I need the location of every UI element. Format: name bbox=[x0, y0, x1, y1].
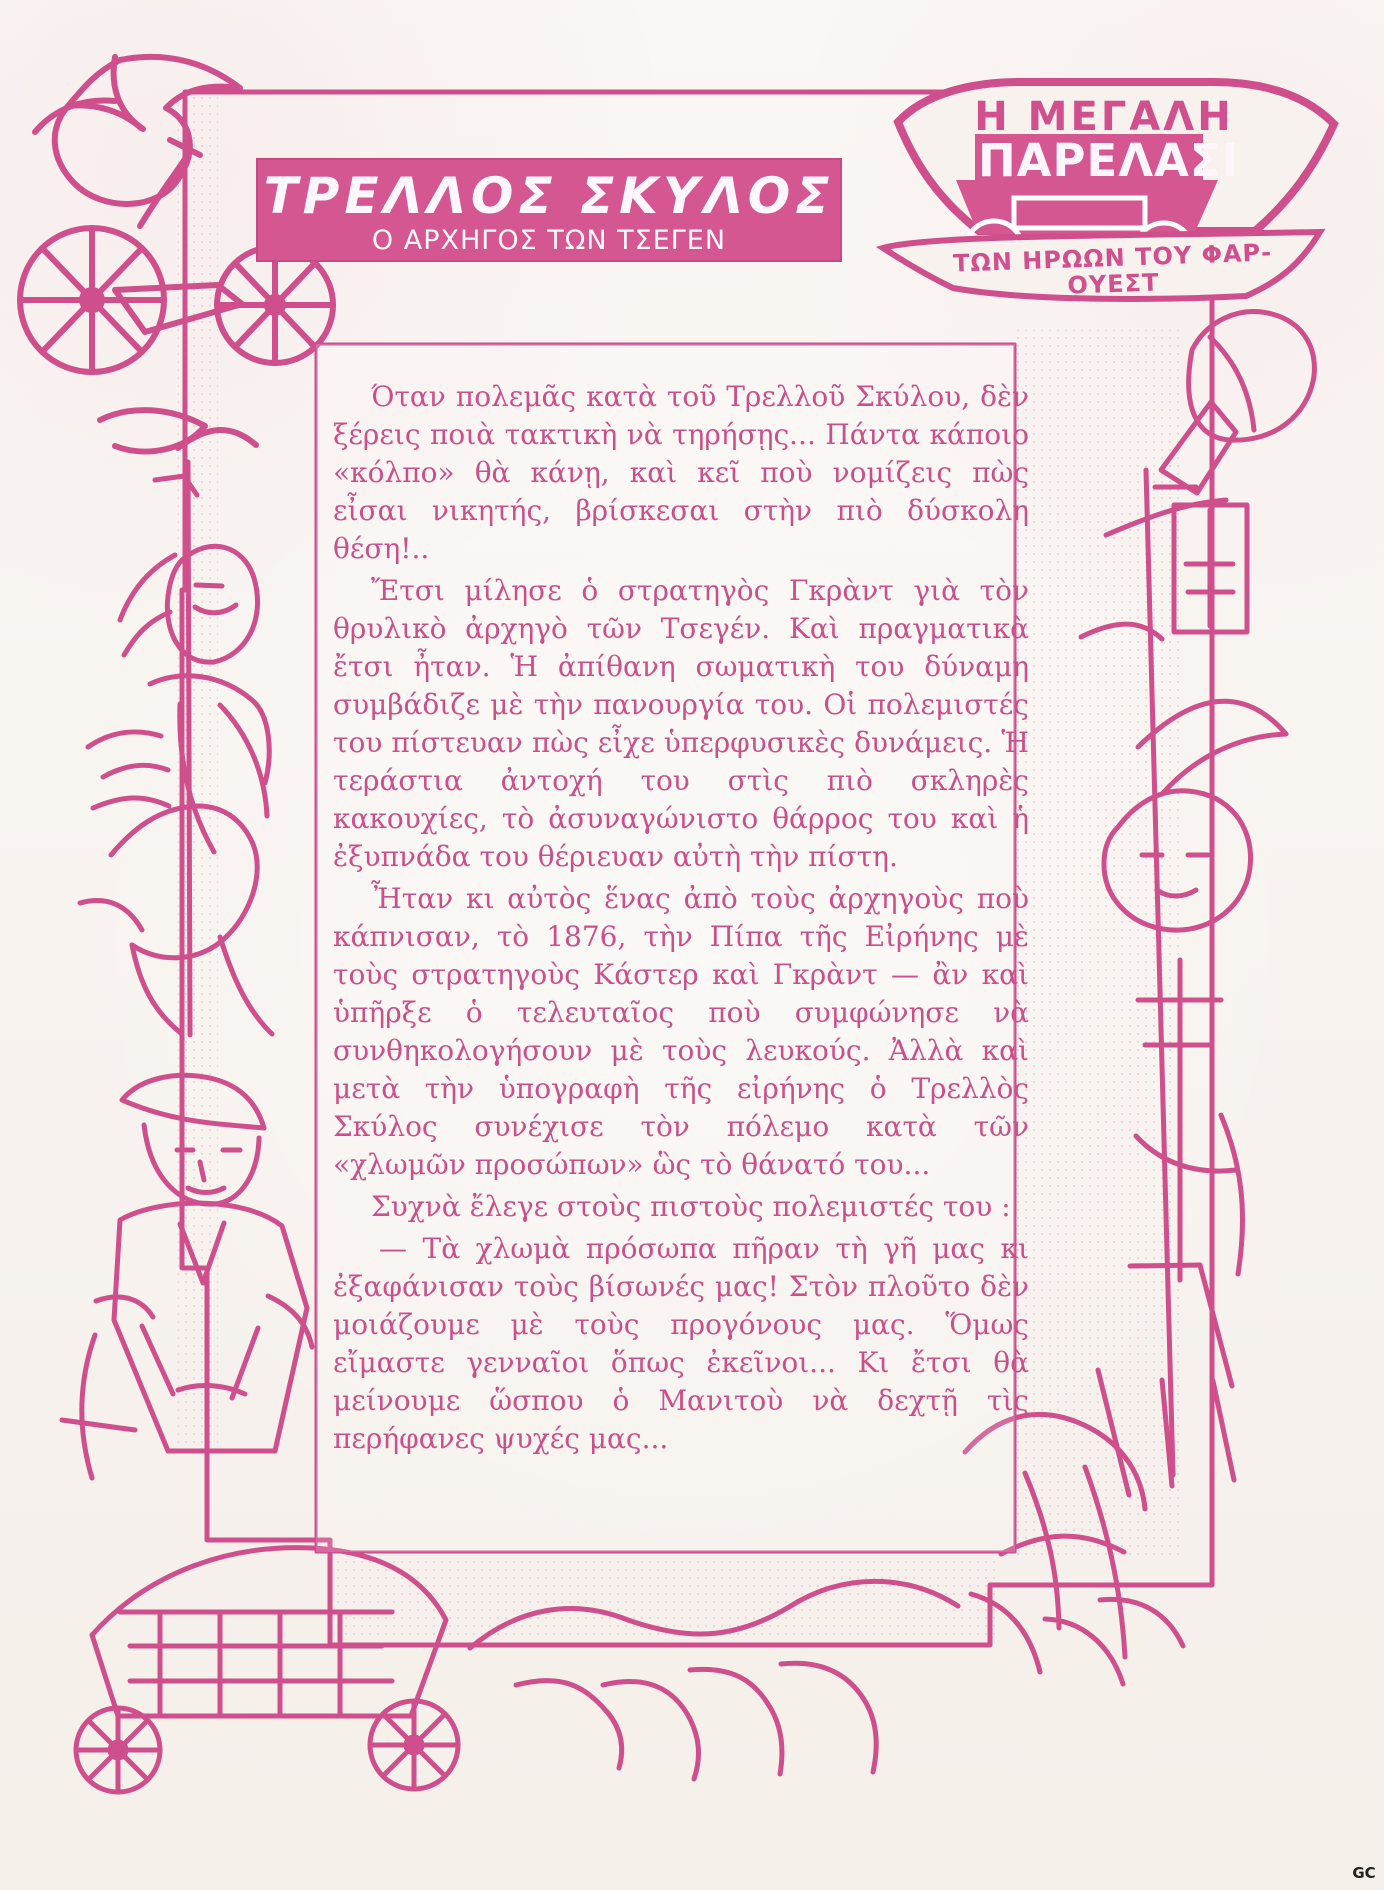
page-subtitle: Ο ΑΡΧΗΓΟΣ ΤΩΝ ΤΣΕΓΕΝ bbox=[371, 225, 727, 256]
badge-ribbon-text: ΤΩΝ ΗΡΩΩΝ ΤΟΥ ΦΑΡ-ΟΥΕΣΤ bbox=[952, 238, 1273, 300]
title-banner bbox=[256, 158, 842, 262]
corner-watermark: GC bbox=[1352, 1864, 1376, 1882]
story-paragraph-4: Συχνὰ ἔλεγε στοὺς πιστοὺς πολεμιστές του : bbox=[371, 1190, 1011, 1223]
badge-middle-text: ΠΑΡΕΛΑΣΙ bbox=[978, 134, 1240, 187]
story-text bbox=[333, 378, 1029, 1462]
page-title: ΤΡΕΛΛΟΣ ΣΚΥΛΟΣ bbox=[263, 167, 835, 225]
story-paragraph-2: Ἔτσι μίλησε ὁ στρατηγὸς Γκρὰντ γιὰ τὸν θρυλικὸ ἀρχηγὸ τῶν Τσεγέν. Καὶ πραγματικὰ ἔτσι ἦταν. Ἡ ἀπίθανη σωματικὴ του δύναμη συμβάδιζε μὲ τὴν πανουργία του. Οἱ πολεμιστές του πίστευαν πὼς εἶχε ὑπερφυσικὲς δυνάμεις. Ἡ τεράστια ἀντοχή του στὶς πιὸ σκληρὲς κακουχίες, τὸ ἀσυναγώνιστο θάρρος του καὶ ἡ ἐξυπνάδα του θέριευαν αὐτὴ τὴν πίστη. bbox=[333, 574, 1029, 873]
story-paragraph-5: — Τὰ χλωμὰ πρόσωπα πῆραν τὴ γῆ μας κι ἐξαφάνισαν τοὺς βίσωνές μας! Στὸν πλοῦτο δὲν μοιάζουμε μὲ τοὺς προγόνους μας. Ὅμως εἴμαστε γενναῖοι ὅπως ἐκεῖνοι... Κι ἔτσι θὰ μείνουμε ὥσπου ὁ Μανιτοὺ νὰ δεχτῇ τὶς περήφανες ψυχές μας... bbox=[333, 1232, 1029, 1455]
story-paragraph-1: Όταν πολεμᾶς κατὰ τοῦ Τρελλοῦ Σκύλου, δὲν ξέρεις ποιὰ τακτικὴ νὰ τηρήσῃς... Πάντα κάποιο «κόλπο» θὰ κάνῃ, καὶ κεῖ ποὺ νομίζεις πὼς εἶσαι νικητής, βρίσκεσαι στὴν πιὸ δύσκολη θέση!.. bbox=[333, 380, 1029, 565]
story-paragraph-3: Ἦταν κι αὐτὸς ἕνας ἀπὸ τοὺς ἀρχηγοὺς ποὺ κάπνισαν, τὸ 1876, τὴν Πίπα τῆς Εἰρήνης μὲ τοὺς στρατηγοὺς Κάστερ καὶ Γκρὰντ — ἂν καὶ ὑπῆρξε ὁ τελευταῖος ποὺ συμφώνησε νὰ συνθηκολογήσουν μὲ τοὺς λευκούς. Ἀλλὰ καὶ μετὰ τὴν ὑπογραφὴ τῆς εἰρήνης ὁ Τρελλὸς Σκύλος συνέχισε τὸν πόλεμο κατὰ τῶν «χλωμῶν προσώπων» ὣς τὸ θάνατό του... bbox=[333, 882, 1029, 1181]
badge-top-text: Η ΜΕΓΑΛΗ bbox=[974, 94, 1234, 140]
series-badge bbox=[883, 88, 1325, 342]
indian-rider-artwork bbox=[80, 462, 272, 1035]
